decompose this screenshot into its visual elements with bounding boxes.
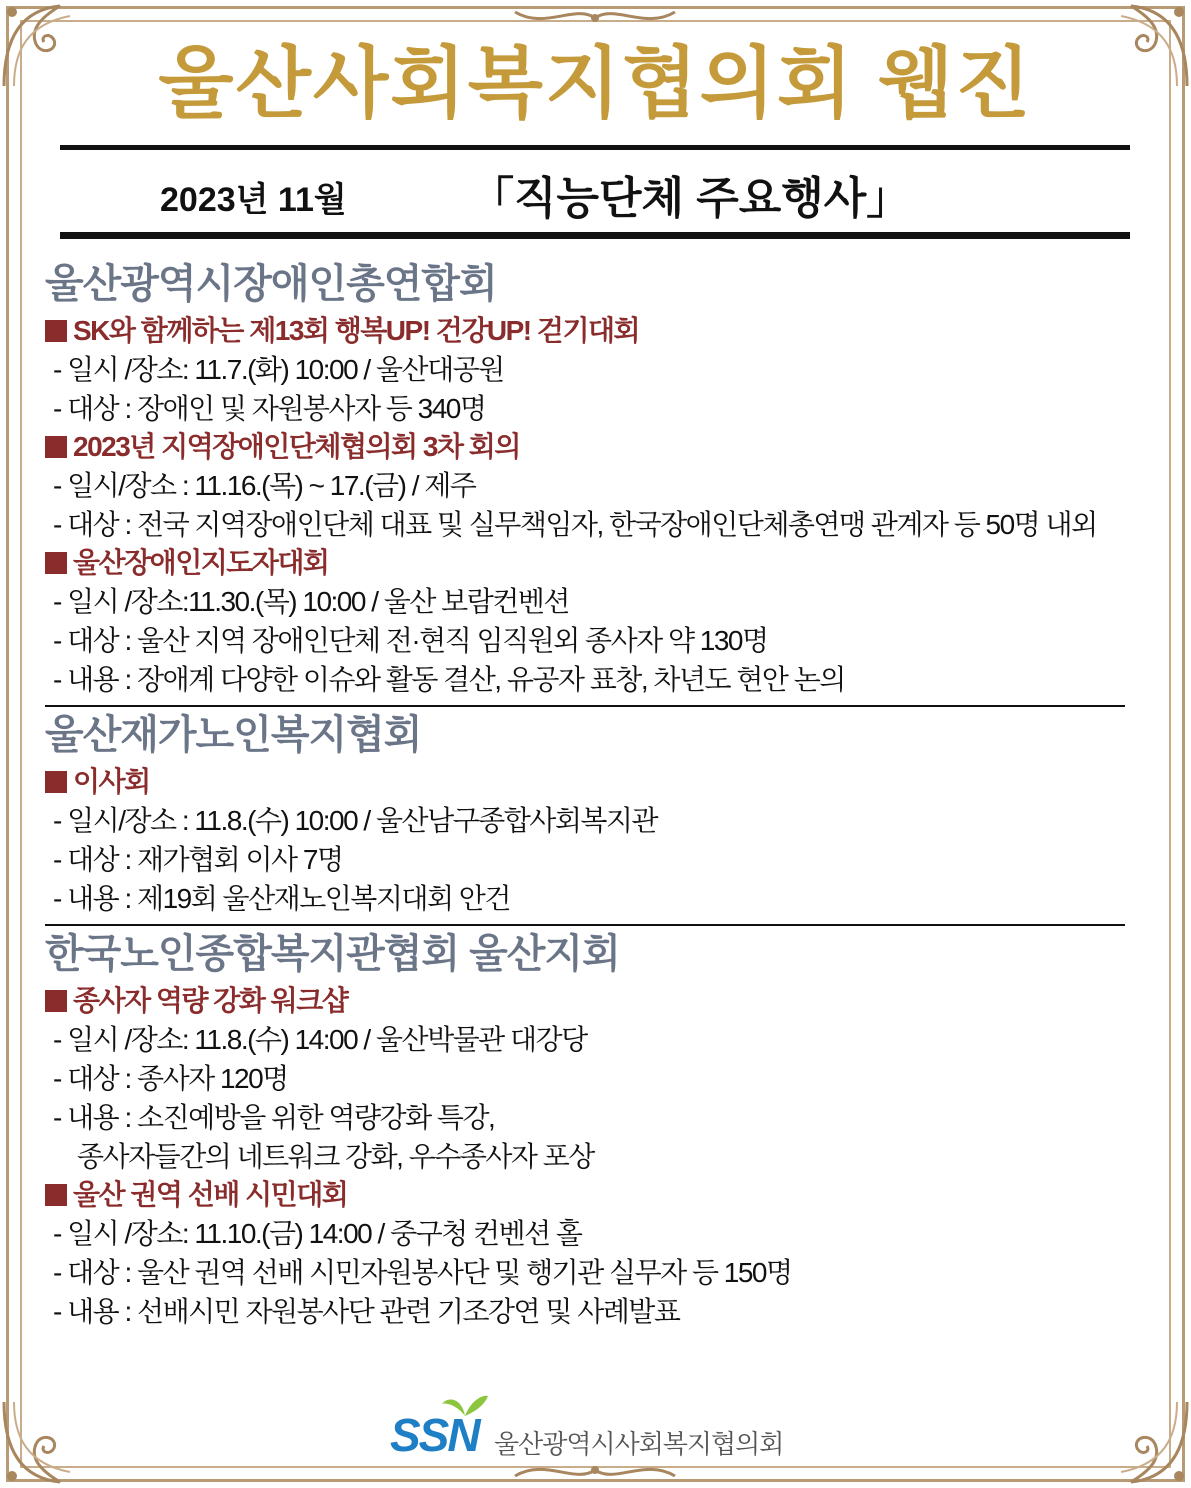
event-detail: - 일시/장소 : 11.16.(목) ~ 17.(금) / 제주 xyxy=(53,470,476,501)
event-title: 울산 권역 선배 시민대회 xyxy=(45,1176,1135,1214)
event-title: SK와 함께하는 제13회 행복UP! 건강UP! 걷기대회 xyxy=(45,312,1135,350)
footer-org-name: 울산광역시사회복지협의회 xyxy=(494,1429,784,1459)
square-bullet-icon xyxy=(45,990,67,1012)
corner-ornament xyxy=(1101,1398,1191,1488)
event-detail: - 내용 : 소진예방을 위한 역량강화 특강, xyxy=(53,1102,495,1133)
issue-date: 2023년 11월 xyxy=(160,181,347,219)
event-detail: - 대상 : 울산 지역 장애인단체 전·현직 임직원외 종사자 약 130명 xyxy=(53,625,768,656)
event-detail: - 내용 : 제19회 울산재노인복지대회 안건 xyxy=(53,883,510,914)
event-detail-continuation: 종사자들간의 네트워크 강화, 우수종사자 포상 xyxy=(77,1141,594,1172)
event-detail: - 대상 : 장애인 및 자원봉사자 등 340명 xyxy=(53,393,486,424)
event-detail: - 대상 : 울산 권역 선배 시민자원봉사단 및 행기관 실무자 등 150명 xyxy=(53,1257,792,1288)
org-heading: 울산광역시장애인총연합회 xyxy=(45,262,497,306)
footer-logo xyxy=(390,1392,810,1462)
issue-subtitle: 「직능단체 주요행사」 xyxy=(470,174,911,223)
event-detail: - 내용 : 선배시민 자원봉사단 관련 기조강연 및 사례발표 xyxy=(53,1296,680,1327)
square-bullet-icon xyxy=(45,1184,67,1206)
event-detail: - 대상 : 재가협회 이사 7명 xyxy=(53,844,343,875)
event-detail: - 대상 : 종사자 120명 xyxy=(53,1063,288,1094)
event-detail: - 일시 /장소: 11.10.(금) 14:00 / 중구청 컨벤션 홀 xyxy=(53,1218,582,1249)
event-title: 이사회 xyxy=(45,763,1135,801)
corner-ornament xyxy=(0,1398,90,1488)
header-rule-top xyxy=(60,145,1130,150)
square-bullet-icon xyxy=(45,552,67,574)
org-heading: 한국노인종합복지관협회 울산지회 xyxy=(45,932,620,976)
event-detail: - 일시 /장소: 11.8.(수) 14:00 / 울산박물관 대강당 xyxy=(53,1024,587,1055)
content xyxy=(45,256,1135,1331)
event-detail: - 일시 /장소: 11.7.(화) 10:00 / 울산대공원 xyxy=(53,354,504,385)
event-detail: - 일시/장소 : 11.8.(수) 10:00 / 울산남구종합사회복지관 xyxy=(53,805,658,836)
subheader xyxy=(60,160,1130,230)
event-detail: - 내용 : 장애계 다양한 이슈와 활동 결산, 유공자 표창, 차년도 현안 논의 xyxy=(53,664,845,695)
square-bullet-icon xyxy=(45,320,67,342)
square-bullet-icon xyxy=(45,771,67,793)
org-heading: 울산재가노인복지협회 xyxy=(45,713,422,757)
page-title: 울산사회복지협의회 웹진 xyxy=(158,39,1033,127)
header-rule-bottom xyxy=(60,232,1130,239)
event-title: 종사자 역량 강화 워크샵 xyxy=(45,982,1135,1020)
event-detail: - 일시 /장소:11.30.(목) 10:00 / 울산 보람컨벤션 xyxy=(53,586,569,617)
event-detail: - 대상 : 전국 지역장애인단체 대표 및 실무책임자, 한국장애인단체총연맹 관계자 등 50명 내외 xyxy=(53,509,1097,540)
square-bullet-icon xyxy=(45,436,67,458)
event-title: 울산장애인지도자대회 xyxy=(45,544,1135,582)
event-title: 2023년 지역장애인단체협의회 3차 회의 xyxy=(45,428,1135,466)
logo-text: SSN xyxy=(390,1409,479,1461)
